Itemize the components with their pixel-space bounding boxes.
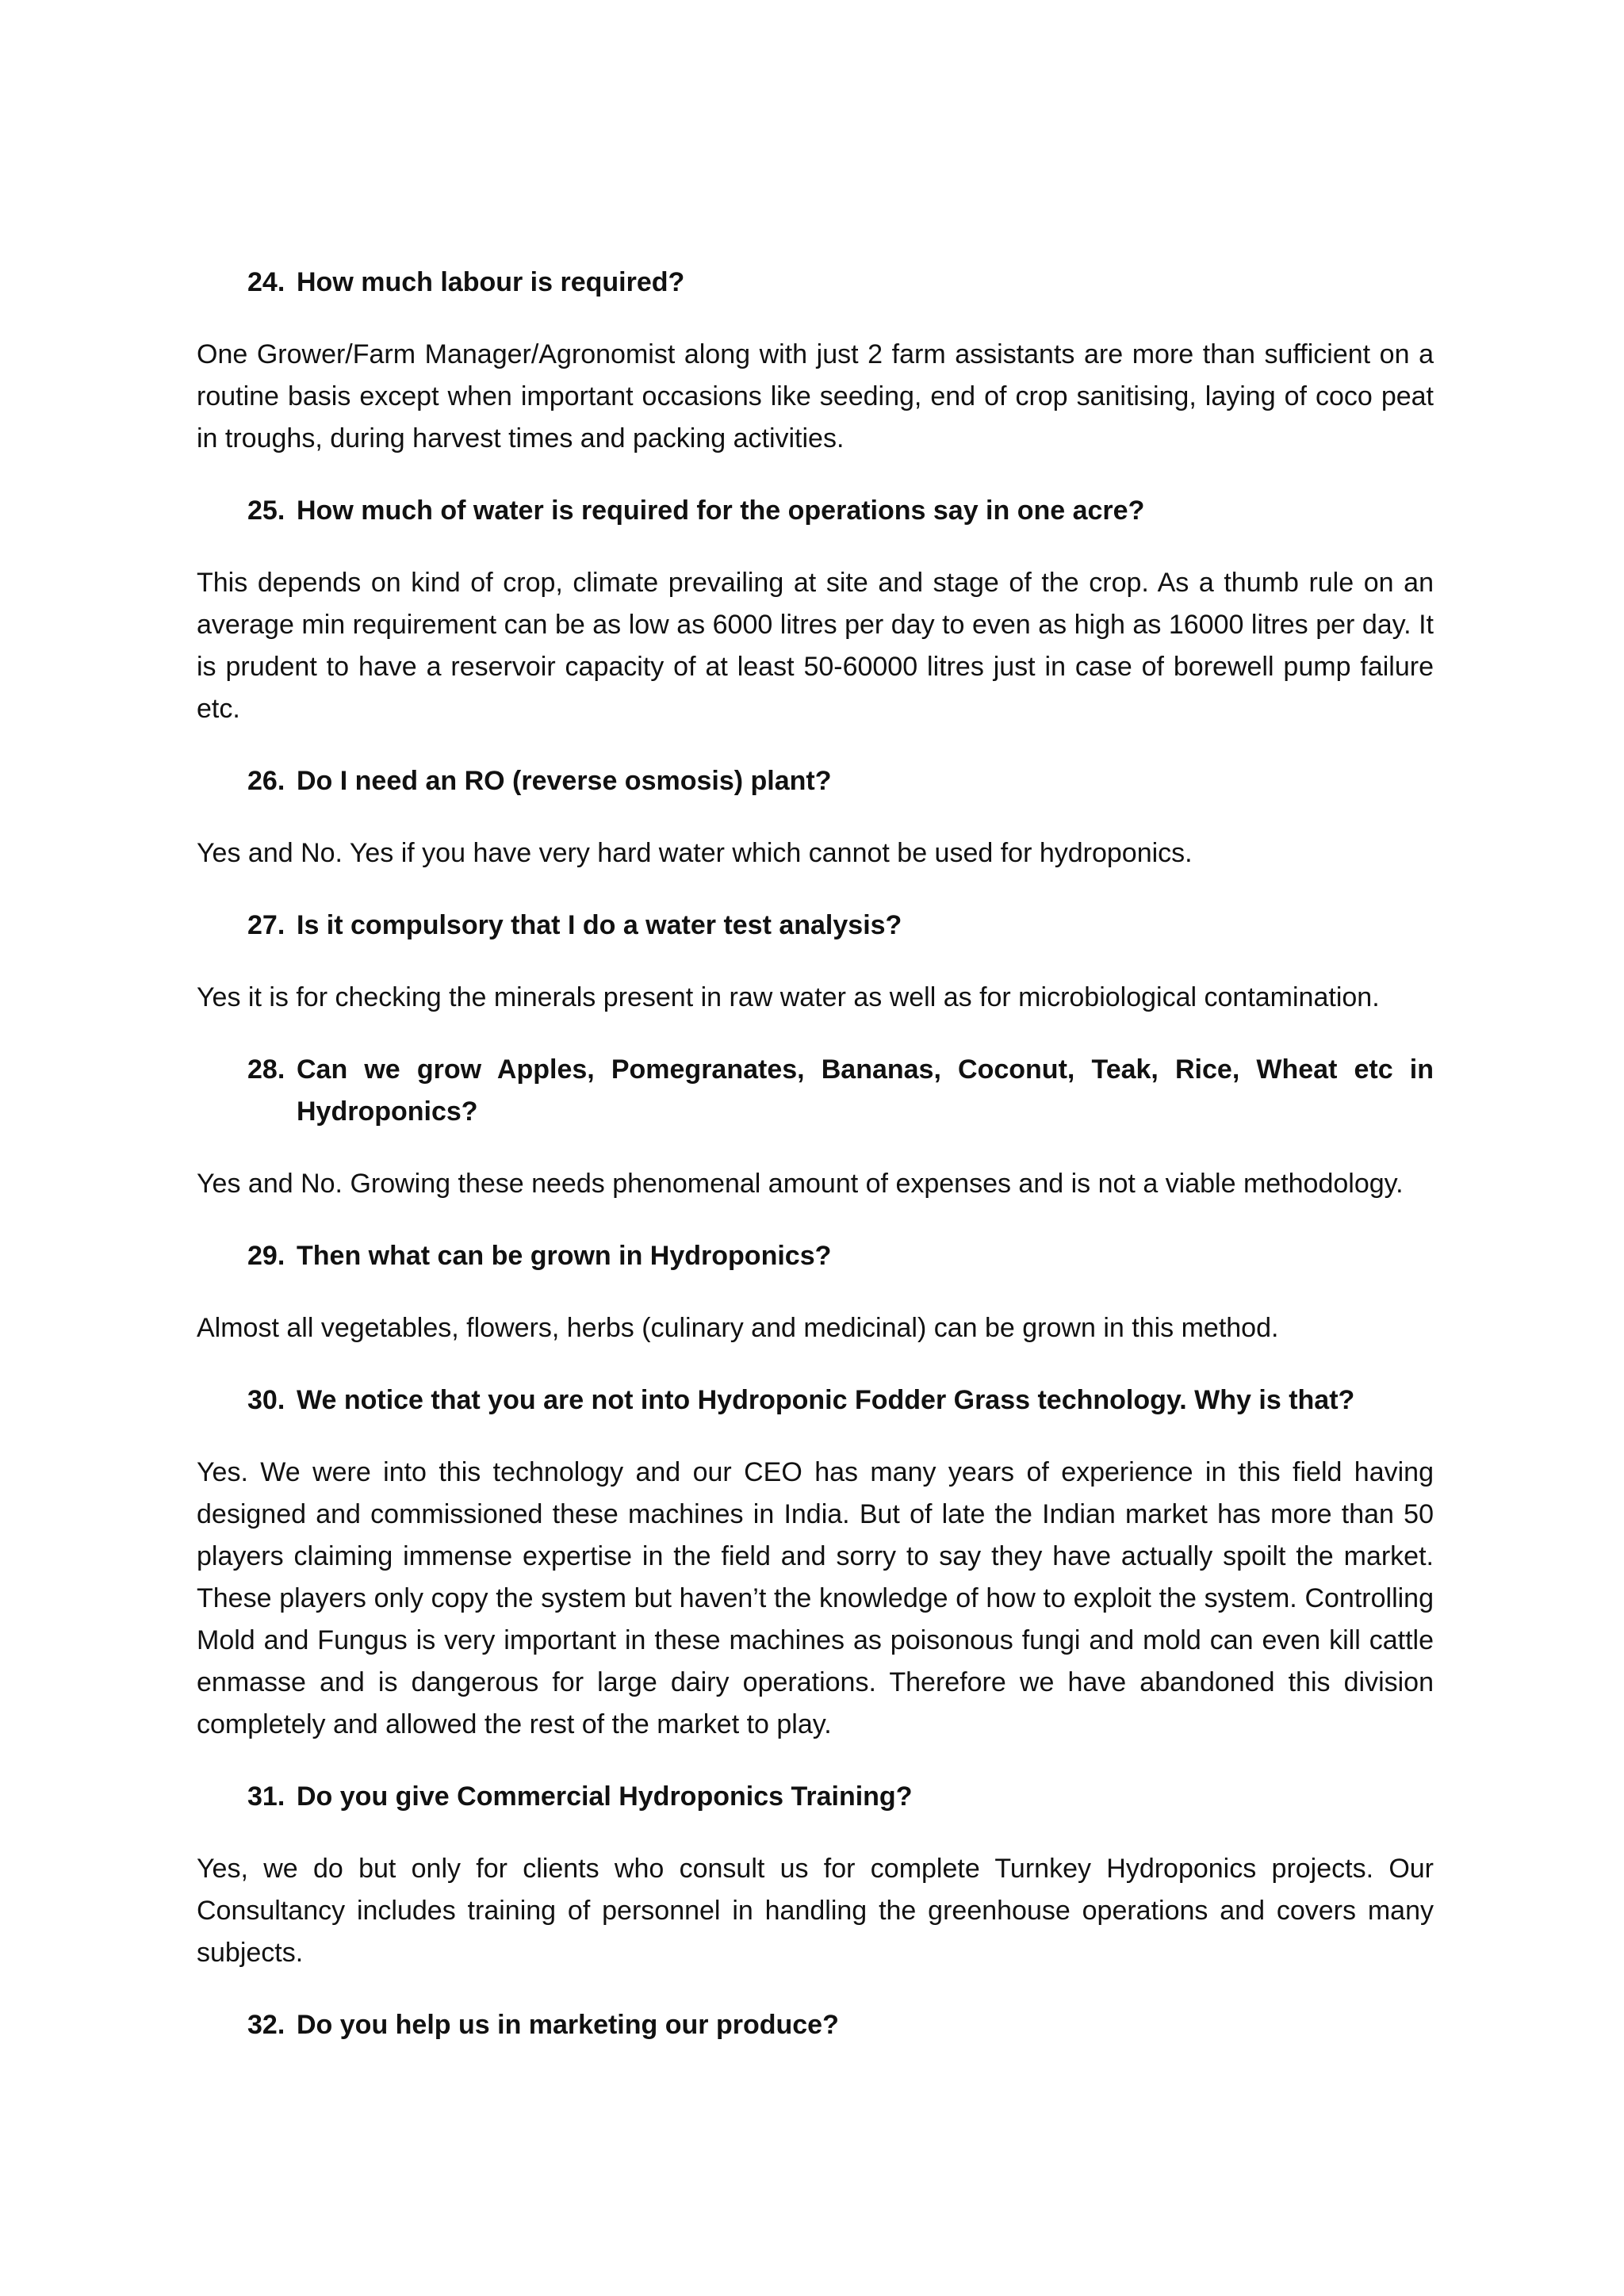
faq-item-31 xyxy=(197,1776,1434,1974)
faq-answer-30: Yes. We were into this technology and our CEO has many years of experience in this field having designed and commissioned these machines in India. But of late the Indian market has more than 50 players claiming immense expertise in the field and sorry to say they have actually spoilt the market. These players only copy the system but haven’t the knowledge of how to exploit the system. Controlling Mold and Fungus is very important in these machines as poisonous fungi and mold can even kill cattle enmasse and is dangerous for large dairy operations. Therefore we have abandoned this division completely and allowed the rest of the market to play. xyxy=(197,1457,1434,1739)
faq-item-32 xyxy=(197,2004,1434,2046)
faq-content xyxy=(197,262,1434,2076)
question-number: 30. xyxy=(247,1385,285,1415)
faq-answer-28: Yes and No. Growing these needs phenomenal amount of expenses and is not a viable methodology. xyxy=(197,1169,1404,1199)
faq-question-27 xyxy=(197,905,1434,947)
question-text: Do I need an RO (reverse osmosis) plant? xyxy=(297,766,832,796)
faq-item-30 xyxy=(197,1380,1434,1746)
question-number: 32. xyxy=(247,2010,285,2040)
question-number: 24. xyxy=(247,267,285,297)
faq-question-26 xyxy=(197,760,1434,802)
faq-item-24 xyxy=(197,262,1434,460)
question-number: 28. xyxy=(247,1054,285,1085)
faq-answer-24: One Grower/Farm Manager/Agronomist along with just 2 farm assistants are more than sufficient on a routine basis except when important occasions like seeding, end of crop sanitising, laying of coco peat in troughs, during harvest times and packing activities. xyxy=(197,339,1434,453)
faq-item-29 xyxy=(197,1235,1434,1349)
question-text: How much of water is required for the operations say in one acre? xyxy=(297,496,1145,526)
faq-answer-27: Yes it is for checking the minerals present in raw water as well as for microbiological contamination. xyxy=(197,982,1380,1012)
faq-item-25 xyxy=(197,490,1434,730)
question-text: Can we grow Apples, Pomegranates, Bananas, Coconut, Teak, Rice, Wheat etc in Hydroponics? xyxy=(297,1054,1434,1127)
question-number: 29. xyxy=(247,1241,285,1271)
question-text: Do you help us in marketing our produce? xyxy=(297,2010,839,2040)
question-text: Then what can be grown in Hydroponics? xyxy=(297,1241,832,1271)
faq-answer-29: Almost all vegetables, flowers, herbs (culinary and medicinal) can be grown in this method. xyxy=(197,1313,1279,1343)
faq-question-32 xyxy=(197,2004,1434,2046)
faq-answer-31: Yes, we do but only for clients who consult us for complete Turnkey Hydroponics projects. Our Consultancy includes training of personnel in handling the greenhouse operations and covers many subjects. xyxy=(197,1854,1434,1968)
faq-question-31 xyxy=(197,1776,1434,1818)
question-text: How much labour is required? xyxy=(297,267,685,297)
faq-answer-25: This depends on kind of crop, climate prevailing at site and stage of the crop. As a thumb rule on an average min requirement can be as low as 6000 litres per day to even as high as 16000 litres per day. It is prudent to have a reservoir capacity of at least 50-60000 litres just in case of borewell pump failure etc. xyxy=(197,568,1434,724)
faq-item-28 xyxy=(197,1049,1434,1205)
question-number: 25. xyxy=(247,496,285,526)
faq-answer-26: Yes and No. Yes if you have very hard water which cannot be used for hydroponics. xyxy=(197,838,1193,868)
faq-question-24 xyxy=(197,262,1434,304)
faq-question-25 xyxy=(197,490,1434,532)
faq-question-30 xyxy=(197,1380,1434,1422)
faq-item-27 xyxy=(197,905,1434,1019)
faq-item-26 xyxy=(197,760,1434,874)
question-text: Do you give Commercial Hydroponics Training? xyxy=(297,1781,913,1812)
question-text: We notice that you are not into Hydroponic Fodder Grass technology. Why is that? xyxy=(297,1385,1355,1415)
question-text: Is it compulsory that I do a water test analysis? xyxy=(297,910,902,940)
question-number: 26. xyxy=(247,766,285,796)
faq-question-29 xyxy=(197,1235,1434,1277)
faq-question-28 xyxy=(197,1049,1434,1133)
question-number: 31. xyxy=(247,1781,285,1812)
question-number: 27. xyxy=(247,910,285,940)
